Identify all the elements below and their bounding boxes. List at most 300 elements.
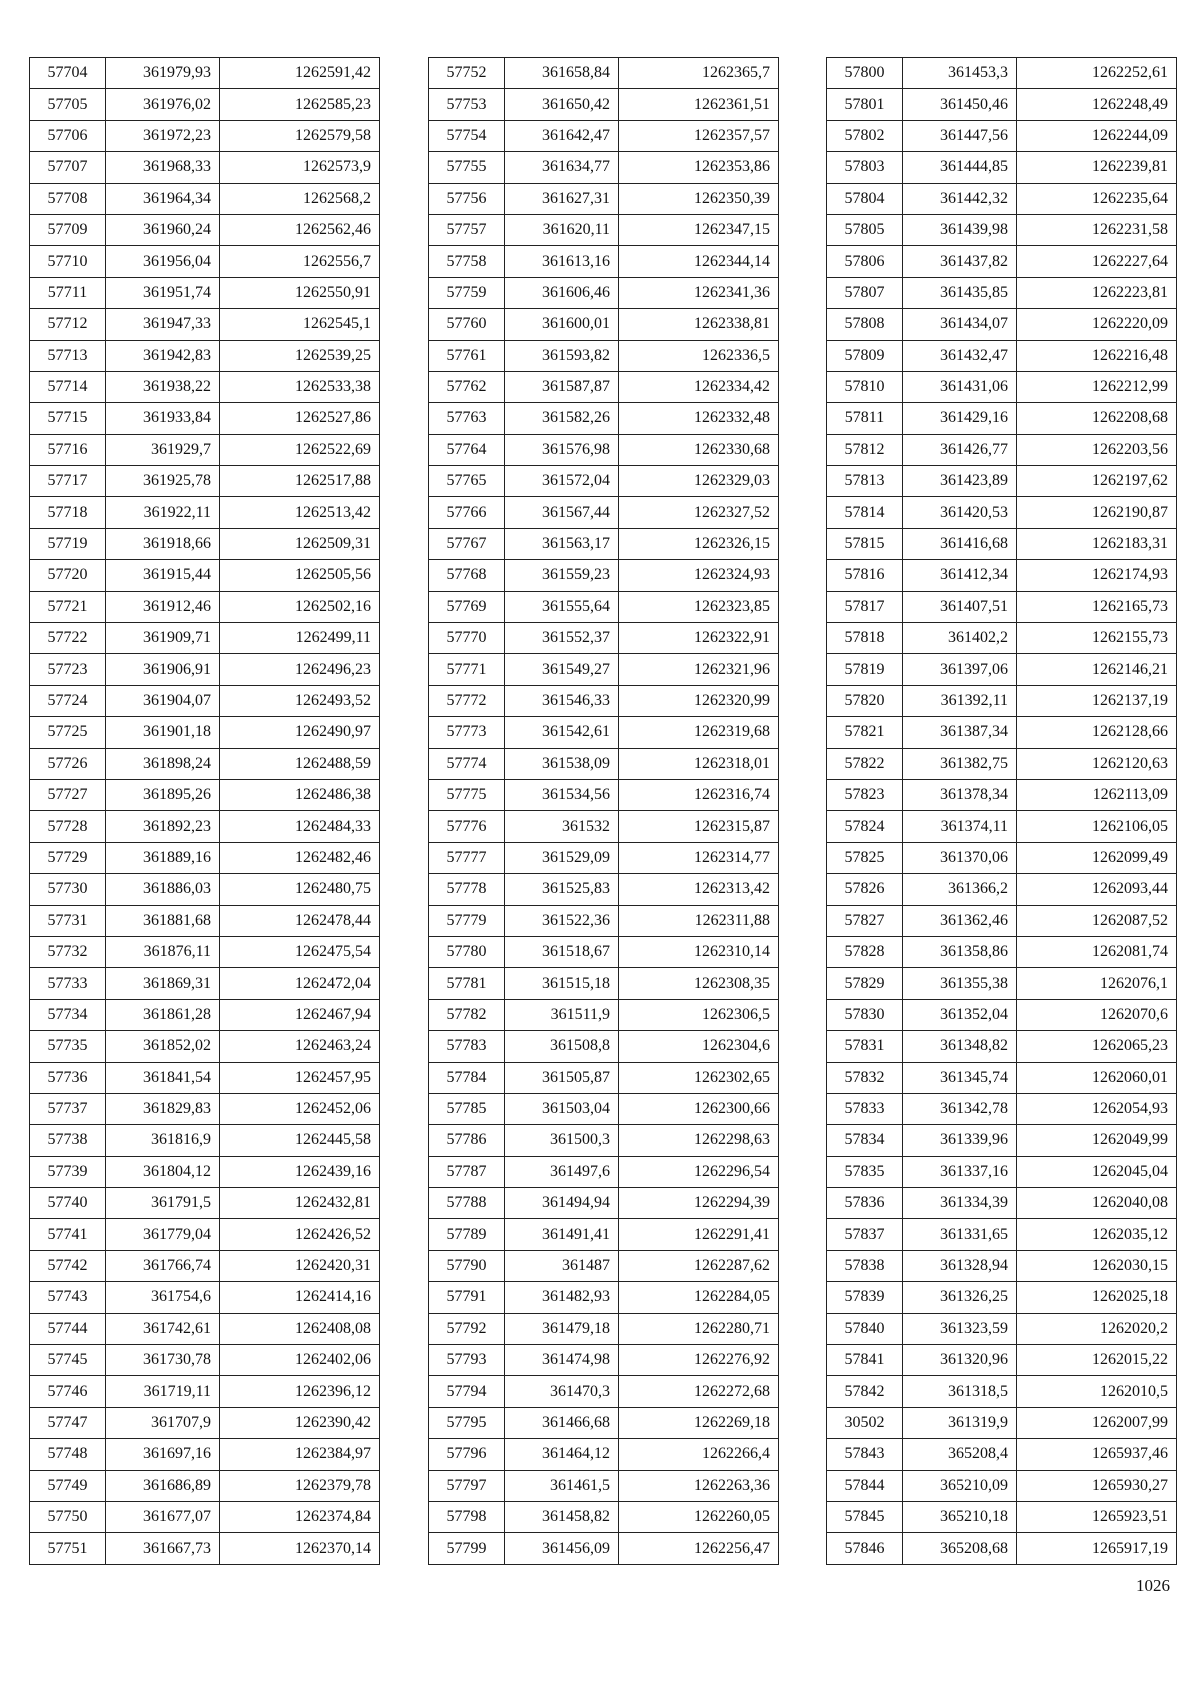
y-coordinate-cell: 1262336,5 — [619, 340, 779, 371]
x-coordinate-cell: 361686,89 — [106, 1470, 220, 1501]
table-row — [429, 905, 779, 936]
x-coordinate-cell: 361606,46 — [505, 277, 619, 308]
point-number-cell: 57769 — [429, 591, 505, 622]
y-coordinate-cell: 1262319,68 — [619, 717, 779, 748]
y-coordinate-cell: 1262502,16 — [220, 591, 380, 622]
table-row — [827, 811, 1177, 842]
table-row — [827, 309, 1177, 340]
x-coordinate-cell: 361362,46 — [903, 905, 1017, 936]
point-number-cell: 57771 — [429, 654, 505, 685]
table-row — [827, 1188, 1177, 1219]
point-number-cell: 57800 — [827, 58, 903, 89]
y-coordinate-cell: 1262212,99 — [1017, 371, 1177, 402]
x-coordinate-cell: 361345,74 — [903, 1062, 1017, 1093]
point-number-cell: 57739 — [30, 1156, 106, 1187]
point-number-cell: 57740 — [30, 1188, 106, 1219]
table-row — [30, 340, 380, 371]
point-number-cell: 57766 — [429, 497, 505, 528]
point-number-cell: 57810 — [827, 371, 903, 402]
y-coordinate-cell: 1262106,05 — [1017, 811, 1177, 842]
y-coordinate-cell: 1262137,19 — [1017, 685, 1177, 716]
point-number-cell: 57773 — [429, 717, 505, 748]
x-coordinate-cell: 361972,23 — [106, 120, 220, 151]
table-row — [827, 340, 1177, 371]
table-row — [429, 623, 779, 654]
y-coordinate-cell: 1262174,93 — [1017, 560, 1177, 591]
table-row — [30, 811, 380, 842]
point-number-cell: 57746 — [30, 1376, 106, 1407]
point-number-cell: 57759 — [429, 277, 505, 308]
table-row — [827, 1156, 1177, 1187]
point-number-cell: 57757 — [429, 214, 505, 245]
table-row — [30, 1062, 380, 1093]
point-number-cell: 57802 — [827, 120, 903, 151]
table-row — [429, 371, 779, 402]
point-number-cell: 57780 — [429, 936, 505, 967]
y-coordinate-cell: 1262579,58 — [220, 120, 380, 151]
point-number-cell: 57749 — [30, 1470, 106, 1501]
point-number-cell: 57712 — [30, 309, 106, 340]
point-number-cell: 57781 — [429, 968, 505, 999]
table-row — [827, 968, 1177, 999]
x-coordinate-cell: 361474,98 — [505, 1345, 619, 1376]
table-row — [827, 120, 1177, 151]
x-coordinate-cell: 361515,18 — [505, 968, 619, 999]
y-coordinate-cell: 1262585,23 — [220, 89, 380, 120]
table-row — [429, 1345, 779, 1376]
x-coordinate-cell: 361976,02 — [106, 89, 220, 120]
table-row — [429, 1439, 779, 1470]
point-number-cell: 57834 — [827, 1125, 903, 1156]
point-number-cell: 57803 — [827, 152, 903, 183]
y-coordinate-cell: 1262208,68 — [1017, 403, 1177, 434]
y-coordinate-cell: 1262361,51 — [619, 89, 779, 120]
table-row — [827, 1282, 1177, 1313]
table-row — [30, 1250, 380, 1281]
x-coordinate-cell: 361559,23 — [505, 560, 619, 591]
y-coordinate-cell: 1262452,06 — [220, 1093, 380, 1124]
y-coordinate-cell: 1262432,81 — [220, 1188, 380, 1219]
point-number-cell: 57839 — [827, 1282, 903, 1313]
point-number-cell: 57799 — [429, 1533, 505, 1564]
x-coordinate-cell: 361423,89 — [903, 466, 1017, 497]
table-row — [30, 685, 380, 716]
table-row — [429, 1470, 779, 1501]
table-row — [827, 1250, 1177, 1281]
table-row — [429, 183, 779, 214]
table-row — [429, 528, 779, 559]
x-coordinate-cell: 361886,03 — [106, 874, 220, 905]
x-coordinate-cell: 361534,56 — [505, 779, 619, 810]
point-number-cell: 57840 — [827, 1313, 903, 1344]
x-coordinate-cell: 361500,3 — [505, 1125, 619, 1156]
y-coordinate-cell: 1262357,57 — [619, 120, 779, 151]
y-coordinate-cell: 1262306,5 — [619, 999, 779, 1030]
point-number-cell: 57758 — [429, 246, 505, 277]
x-coordinate-cell: 361549,27 — [505, 654, 619, 685]
point-number-cell: 57741 — [30, 1219, 106, 1250]
x-coordinate-cell: 361881,68 — [106, 905, 220, 936]
point-number-cell: 57722 — [30, 623, 106, 654]
y-coordinate-cell: 1262334,42 — [619, 371, 779, 402]
x-coordinate-cell: 361754,6 — [106, 1282, 220, 1313]
x-coordinate-cell: 361964,34 — [106, 183, 220, 214]
point-number-cell: 57742 — [30, 1250, 106, 1281]
point-number-cell: 57726 — [30, 748, 106, 779]
x-coordinate-cell: 361529,09 — [505, 842, 619, 873]
y-coordinate-cell: 1262060,01 — [1017, 1062, 1177, 1093]
y-coordinate-cell: 1262015,22 — [1017, 1345, 1177, 1376]
y-coordinate-cell: 1262235,64 — [1017, 183, 1177, 214]
x-coordinate-cell: 361429,16 — [903, 403, 1017, 434]
point-number-cell: 57733 — [30, 968, 106, 999]
y-coordinate-cell: 1262445,58 — [220, 1125, 380, 1156]
y-coordinate-cell: 1262326,15 — [619, 528, 779, 559]
x-coordinate-cell: 361938,22 — [106, 371, 220, 402]
x-coordinate-cell: 361968,33 — [106, 152, 220, 183]
point-number-cell: 57819 — [827, 654, 903, 685]
point-number-cell: 57765 — [429, 466, 505, 497]
table-row — [429, 1407, 779, 1438]
point-number-cell: 57779 — [429, 905, 505, 936]
x-coordinate-cell: 361331,65 — [903, 1219, 1017, 1250]
y-coordinate-cell: 1262488,59 — [220, 748, 380, 779]
point-number-cell: 57816 — [827, 560, 903, 591]
table-row — [429, 1219, 779, 1250]
table-row — [827, 58, 1177, 89]
x-coordinate-cell: 361933,84 — [106, 403, 220, 434]
x-coordinate-cell: 361922,11 — [106, 497, 220, 528]
point-number-cell: 57707 — [30, 152, 106, 183]
x-coordinate-cell: 361503,04 — [505, 1093, 619, 1124]
table-row — [30, 1188, 380, 1219]
point-number-cell: 57822 — [827, 748, 903, 779]
y-coordinate-cell: 1262315,87 — [619, 811, 779, 842]
table-row — [30, 1156, 380, 1187]
x-coordinate-cell: 361435,85 — [903, 277, 1017, 308]
table-row — [429, 999, 779, 1030]
y-coordinate-cell: 1262550,91 — [220, 277, 380, 308]
point-number-cell: 57823 — [827, 779, 903, 810]
point-number-cell: 57730 — [30, 874, 106, 905]
y-coordinate-cell: 1262426,52 — [220, 1219, 380, 1250]
table-row — [429, 152, 779, 183]
x-coordinate-cell: 361402,2 — [903, 623, 1017, 654]
page-number: 1026 — [1136, 1576, 1170, 1595]
table-row — [30, 277, 380, 308]
point-number-cell: 57805 — [827, 214, 903, 245]
table-row — [429, 497, 779, 528]
x-coordinate-cell: 361461,5 — [505, 1470, 619, 1501]
y-coordinate-cell: 1262269,18 — [619, 1407, 779, 1438]
x-coordinate-cell: 361906,91 — [106, 654, 220, 685]
x-coordinate-cell: 361412,34 — [903, 560, 1017, 591]
table-row — [429, 811, 779, 842]
table-row — [429, 214, 779, 245]
y-coordinate-cell: 1262365,7 — [619, 58, 779, 89]
point-number-cell: 57827 — [827, 905, 903, 936]
table-row — [30, 528, 380, 559]
y-coordinate-cell: 1262239,81 — [1017, 152, 1177, 183]
y-coordinate-cell: 1262266,4 — [619, 1439, 779, 1470]
x-coordinate-cell: 361342,78 — [903, 1093, 1017, 1124]
point-number-cell: 30502 — [827, 1407, 903, 1438]
y-coordinate-cell: 1262316,74 — [619, 779, 779, 810]
x-coordinate-cell: 361505,87 — [505, 1062, 619, 1093]
x-coordinate-cell: 361453,3 — [903, 58, 1017, 89]
y-coordinate-cell: 1262414,16 — [220, 1282, 380, 1313]
x-coordinate-cell: 361563,17 — [505, 528, 619, 559]
table-row — [30, 717, 380, 748]
x-coordinate-cell: 361658,84 — [505, 58, 619, 89]
x-coordinate-cell: 361650,42 — [505, 89, 619, 120]
point-number-cell: 57762 — [429, 371, 505, 402]
table-row — [827, 371, 1177, 402]
point-number-cell: 57809 — [827, 340, 903, 371]
x-coordinate-cell: 361956,04 — [106, 246, 220, 277]
x-coordinate-cell: 361909,71 — [106, 623, 220, 654]
table-row — [429, 1125, 779, 1156]
y-coordinate-cell: 1265930,27 — [1017, 1470, 1177, 1501]
x-coordinate-cell: 361542,61 — [505, 717, 619, 748]
table-row — [30, 309, 380, 340]
y-coordinate-cell: 1262568,2 — [220, 183, 380, 214]
point-number-cell: 57731 — [30, 905, 106, 936]
table-row — [30, 1439, 380, 1470]
x-coordinate-cell: 361458,82 — [505, 1501, 619, 1532]
table-row — [827, 1470, 1177, 1501]
point-number-cell: 57752 — [429, 58, 505, 89]
x-coordinate-cell: 361491,41 — [505, 1219, 619, 1250]
y-coordinate-cell: 1262350,39 — [619, 183, 779, 214]
x-coordinate-cell: 361555,64 — [505, 591, 619, 622]
table-row — [429, 58, 779, 89]
y-coordinate-cell: 1262231,58 — [1017, 214, 1177, 245]
x-coordinate-cell: 361593,82 — [505, 340, 619, 371]
y-coordinate-cell: 1262533,38 — [220, 371, 380, 402]
point-number-cell: 57710 — [30, 246, 106, 277]
y-coordinate-cell: 1262244,09 — [1017, 120, 1177, 151]
table-row — [827, 1125, 1177, 1156]
point-number-cell: 57744 — [30, 1313, 106, 1344]
table-row — [827, 1093, 1177, 1124]
point-number-cell: 57841 — [827, 1345, 903, 1376]
point-number-cell: 57838 — [827, 1250, 903, 1281]
point-number-cell: 57786 — [429, 1125, 505, 1156]
point-number-cell: 57846 — [827, 1533, 903, 1564]
y-coordinate-cell: 1262070,6 — [1017, 999, 1177, 1030]
point-number-cell: 57751 — [30, 1533, 106, 1564]
point-number-cell: 57761 — [429, 340, 505, 371]
table-row — [827, 654, 1177, 685]
table-row — [827, 1345, 1177, 1376]
y-coordinate-cell: 1262482,46 — [220, 842, 380, 873]
point-number-cell: 57755 — [429, 152, 505, 183]
y-coordinate-cell: 1262280,71 — [619, 1313, 779, 1344]
table-row — [429, 466, 779, 497]
point-number-cell: 57767 — [429, 528, 505, 559]
y-coordinate-cell: 1262007,99 — [1017, 1407, 1177, 1438]
table-row — [827, 1501, 1177, 1532]
table-row — [30, 1093, 380, 1124]
y-coordinate-cell: 1262076,1 — [1017, 968, 1177, 999]
table-row — [429, 246, 779, 277]
point-number-cell: 57774 — [429, 748, 505, 779]
table-row — [827, 1533, 1177, 1564]
table-row — [429, 277, 779, 308]
table-row — [429, 1282, 779, 1313]
x-coordinate-cell: 361392,11 — [903, 685, 1017, 716]
x-coordinate-cell: 361508,8 — [505, 1031, 619, 1062]
x-coordinate-cell: 361432,47 — [903, 340, 1017, 371]
point-number-cell: 57787 — [429, 1156, 505, 1187]
y-coordinate-cell: 1262384,97 — [220, 1439, 380, 1470]
table-row — [429, 1093, 779, 1124]
y-coordinate-cell: 1262065,23 — [1017, 1031, 1177, 1062]
table-row — [827, 1376, 1177, 1407]
point-number-cell: 57782 — [429, 999, 505, 1030]
x-coordinate-cell: 361707,9 — [106, 1407, 220, 1438]
y-coordinate-cell: 1262527,86 — [220, 403, 380, 434]
point-number-cell: 57705 — [30, 89, 106, 120]
x-coordinate-cell: 361925,78 — [106, 466, 220, 497]
y-coordinate-cell: 1262402,06 — [220, 1345, 380, 1376]
point-number-cell: 57725 — [30, 717, 106, 748]
x-coordinate-cell: 361352,04 — [903, 999, 1017, 1030]
point-number-cell: 57709 — [30, 214, 106, 245]
point-number-cell: 57793 — [429, 1345, 505, 1376]
table-row — [30, 1313, 380, 1344]
point-number-cell: 57821 — [827, 717, 903, 748]
coordinate-table-3 — [826, 57, 1177, 1565]
table-row — [30, 89, 380, 120]
y-coordinate-cell: 1262146,21 — [1017, 654, 1177, 685]
x-coordinate-cell: 361518,67 — [505, 936, 619, 967]
table-row — [827, 748, 1177, 779]
point-number-cell: 57753 — [429, 89, 505, 120]
point-number-cell: 57720 — [30, 560, 106, 591]
x-coordinate-cell: 361677,07 — [106, 1501, 220, 1532]
y-coordinate-cell: 1262341,36 — [619, 277, 779, 308]
y-coordinate-cell: 1262484,33 — [220, 811, 380, 842]
point-number-cell: 57825 — [827, 842, 903, 873]
x-coordinate-cell: 361434,07 — [903, 309, 1017, 340]
y-coordinate-cell: 1262457,95 — [220, 1062, 380, 1093]
table-row — [827, 905, 1177, 936]
table-row — [429, 120, 779, 151]
x-coordinate-cell: 361915,44 — [106, 560, 220, 591]
point-number-cell: 57789 — [429, 1219, 505, 1250]
point-number-cell: 57844 — [827, 1470, 903, 1501]
y-coordinate-cell: 1262248,49 — [1017, 89, 1177, 120]
point-number-cell: 57788 — [429, 1188, 505, 1219]
point-number-cell: 57760 — [429, 309, 505, 340]
x-coordinate-cell: 361374,11 — [903, 811, 1017, 842]
x-coordinate-cell: 361546,33 — [505, 685, 619, 716]
y-coordinate-cell: 1262499,11 — [220, 623, 380, 654]
table-row — [827, 936, 1177, 967]
point-number-cell: 57711 — [30, 277, 106, 308]
x-coordinate-cell: 361525,83 — [505, 874, 619, 905]
y-coordinate-cell: 1262287,62 — [619, 1250, 779, 1281]
y-coordinate-cell: 1262302,65 — [619, 1062, 779, 1093]
point-number-cell: 57815 — [827, 528, 903, 559]
table-row — [30, 905, 380, 936]
point-number-cell: 57718 — [30, 497, 106, 528]
y-coordinate-cell: 1262313,42 — [619, 874, 779, 905]
table-row — [429, 874, 779, 905]
point-number-cell: 57756 — [429, 183, 505, 214]
table-row — [827, 717, 1177, 748]
point-number-cell: 57845 — [827, 1501, 903, 1532]
x-coordinate-cell: 361960,24 — [106, 214, 220, 245]
y-coordinate-cell: 1262030,15 — [1017, 1250, 1177, 1281]
point-number-cell: 57791 — [429, 1282, 505, 1313]
y-coordinate-cell: 1262120,63 — [1017, 748, 1177, 779]
y-coordinate-cell: 1262284,05 — [619, 1282, 779, 1313]
x-coordinate-cell: 361942,83 — [106, 340, 220, 371]
table-row — [429, 340, 779, 371]
point-number-cell: 57776 — [429, 811, 505, 842]
y-coordinate-cell: 1262310,14 — [619, 936, 779, 967]
point-number-cell: 57795 — [429, 1407, 505, 1438]
point-number-cell: 57750 — [30, 1501, 106, 1532]
point-number-cell: 57807 — [827, 277, 903, 308]
point-number-cell: 57768 — [429, 560, 505, 591]
table-row — [30, 999, 380, 1030]
point-number-cell: 57820 — [827, 685, 903, 716]
y-coordinate-cell: 1262562,46 — [220, 214, 380, 245]
y-coordinate-cell: 1262314,77 — [619, 842, 779, 873]
table-row — [827, 1313, 1177, 1344]
x-coordinate-cell: 361431,06 — [903, 371, 1017, 402]
x-coordinate-cell: 361407,51 — [903, 591, 1017, 622]
y-coordinate-cell: 1262545,1 — [220, 309, 380, 340]
y-coordinate-cell: 1265937,46 — [1017, 1439, 1177, 1470]
table-row — [827, 1407, 1177, 1438]
table-row — [30, 1470, 380, 1501]
table-row — [30, 371, 380, 402]
point-number-cell: 57716 — [30, 434, 106, 465]
y-coordinate-cell: 1262093,44 — [1017, 874, 1177, 905]
y-coordinate-cell: 1262220,09 — [1017, 309, 1177, 340]
y-coordinate-cell: 1262296,54 — [619, 1156, 779, 1187]
y-coordinate-cell: 1262332,48 — [619, 403, 779, 434]
point-number-cell: 57743 — [30, 1282, 106, 1313]
y-coordinate-cell: 1262155,73 — [1017, 623, 1177, 654]
table-row — [429, 779, 779, 810]
table-row — [827, 685, 1177, 716]
table-row — [30, 1407, 380, 1438]
table-row — [827, 434, 1177, 465]
y-coordinate-cell: 1262396,12 — [220, 1376, 380, 1407]
y-coordinate-cell: 1262591,42 — [220, 58, 380, 89]
point-number-cell: 57806 — [827, 246, 903, 277]
y-coordinate-cell: 1262099,49 — [1017, 842, 1177, 873]
table-row — [827, 999, 1177, 1030]
point-number-cell: 57830 — [827, 999, 903, 1030]
x-coordinate-cell: 361600,01 — [505, 309, 619, 340]
x-coordinate-cell: 361697,16 — [106, 1439, 220, 1470]
x-coordinate-cell: 361852,02 — [106, 1031, 220, 1062]
point-number-cell: 57796 — [429, 1439, 505, 1470]
point-number-cell: 57814 — [827, 497, 903, 528]
x-coordinate-cell: 361791,5 — [106, 1188, 220, 1219]
table-row — [827, 497, 1177, 528]
table-row — [429, 1188, 779, 1219]
y-coordinate-cell: 1262291,41 — [619, 1219, 779, 1250]
table-row — [827, 403, 1177, 434]
